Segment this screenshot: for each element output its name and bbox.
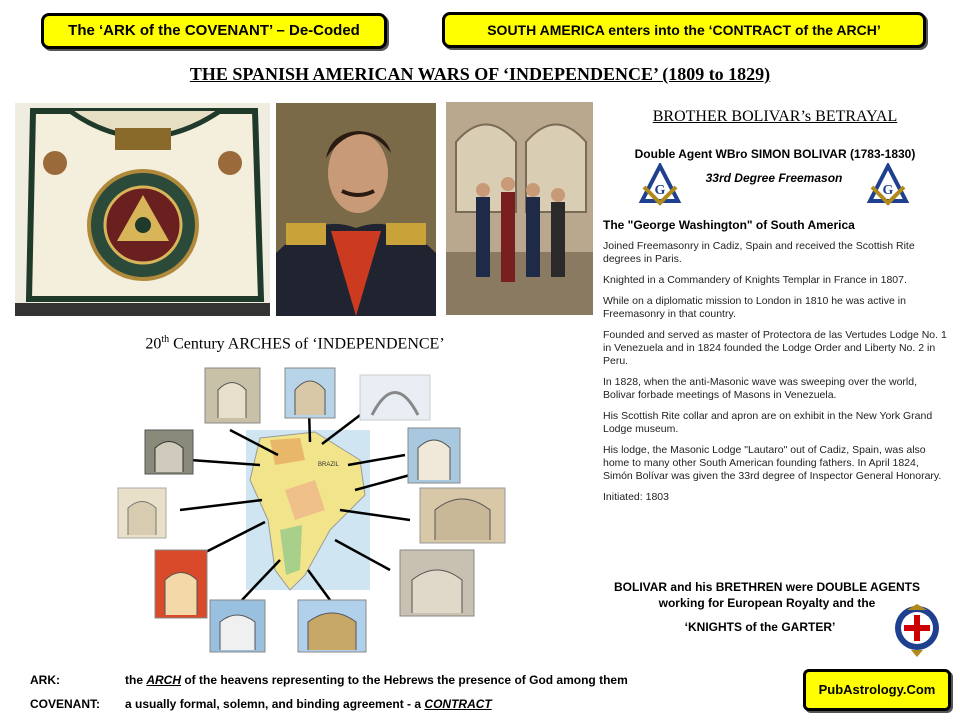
site-badge-text[interactable]: PubAstrology.Com — [818, 682, 936, 697]
bio-paragraph: In 1828, when the anti-Masonic wave was sweeping over the world, Bolivar forbade meetings of Masons in Venezuela. — [603, 376, 918, 401]
page-title-text: THE SPANISH AMERICAN WARS OF ‘INDEPENDENCE’ (1809 to 1829) — [189, 64, 771, 84]
garter-emblem-icon — [893, 602, 941, 663]
definition-ark-pre: the — [125, 673, 147, 687]
bio-paragraph: Founded and served as master of Protectora de las Vertudes Lodge No. 1 in Venezuela and in 1824 founded the Lodge Order and Liberty No. 2 in Peru. — [603, 329, 947, 367]
masonic-apron-image — [15, 103, 270, 316]
arches-caption-sup: th — [161, 334, 170, 345]
bio-paragraph: Initiated: 1803 — [603, 491, 669, 503]
definition-covenant-pre: a usually formal, solemn, and binding agreement - a — [125, 697, 425, 711]
definition-covenant — [30, 697, 100, 711]
square-compass-icon-right — [866, 163, 910, 212]
bio-subheading — [600, 147, 950, 161]
double-agents-line2: working for European Royalty and the — [658, 596, 876, 610]
bio-paragraph: His Scottish Rite collar and apron are on exhibit in the New York Grand Lodge museum. — [603, 410, 933, 435]
definition-covenant-text — [125, 697, 492, 711]
bolivar-portrait-image — [276, 103, 436, 316]
bio-degree — [682, 171, 866, 185]
apron-graphic — [15, 103, 270, 316]
bio-paragraph: Knighted in a Commandery of Knights Templar in France in 1807. — [603, 274, 907, 286]
header-badge-left — [41, 13, 387, 49]
site-badge[interactable] — [803, 669, 951, 711]
arches-caption — [60, 334, 530, 353]
header-badge-right — [442, 12, 926, 48]
arches-map-cluster — [110, 360, 520, 655]
svg-text:G: G — [654, 183, 666, 198]
bio-heading — [600, 108, 950, 126]
double-agents-note — [596, 579, 938, 611]
bio-paragraphs — [603, 240, 948, 512]
arches-map-graphic — [110, 360, 520, 655]
svg-text:G: G — [882, 183, 894, 198]
definition-covenant-em: CONTRACT — [424, 697, 492, 711]
square-compass-icon-left — [638, 163, 682, 212]
definition-covenant-term: COVENANT: — [30, 697, 101, 711]
header-badge-left-text: The ‘ARK of the COVENANT’ – De-Coded — [68, 22, 360, 39]
bio-paragraph: His lodge, the Masonic Lodge "Lautaro" out of Cadiz, Spain, was also home to many other South American founding fathers. In April 1824, Simón Bolívar was given the 33rd degree of Inspector General Honorary. — [603, 444, 942, 482]
garter-text: ‘KNIGHTS of the GARTER’ — [684, 620, 836, 634]
portrait-graphic — [276, 103, 436, 316]
bio-heading-text: BROTHER BOLIVAR’s BETRAYAL — [652, 108, 898, 125]
definition-ark-text — [125, 673, 628, 687]
garter-note — [640, 620, 880, 634]
map-label-brazil: BRAZIL — [318, 462, 340, 468]
header-badge-right-text: SOUTH AMERICA enters into the ‘CONTRACT of the ARCH’ — [487, 22, 881, 38]
painting-graphic — [446, 102, 593, 315]
bio-subheading-text: Double Agent WBro SIMON BOLIVAR (1783-1830) — [634, 147, 916, 161]
bio-lead — [603, 218, 943, 232]
arches-caption-pre: 20 — [145, 335, 162, 353]
definition-ark-post: of the heavens representing to the Hebrews the presence of God among them — [181, 673, 628, 687]
definition-ark-term: ARK: — [30, 673, 60, 687]
bolivar-painting-image — [446, 102, 593, 315]
definition-ark-em: ARCH — [146, 673, 182, 687]
bio-paragraph: Joined Freemasonry in Cadiz, Spain and received the Scottish Rite degrees in Paris. — [603, 240, 915, 265]
page-title — [0, 64, 960, 85]
double-agents-line1: BOLIVAR and his BRETHREN were DOUBLE AGENTS — [613, 580, 921, 594]
bio-paragraph: While on a diplomatic mission to London in 1810 he was active in Freemasonry in that country. — [603, 295, 906, 320]
bio-degree-text: 33rd Degree Freemason — [705, 171, 843, 185]
definition-ark — [30, 673, 60, 687]
arches-caption-post: Century ARCHES of ‘INDEPENDENCE’ — [169, 335, 445, 353]
bio-lead-text: The "George Washington" of South America — [603, 218, 855, 232]
